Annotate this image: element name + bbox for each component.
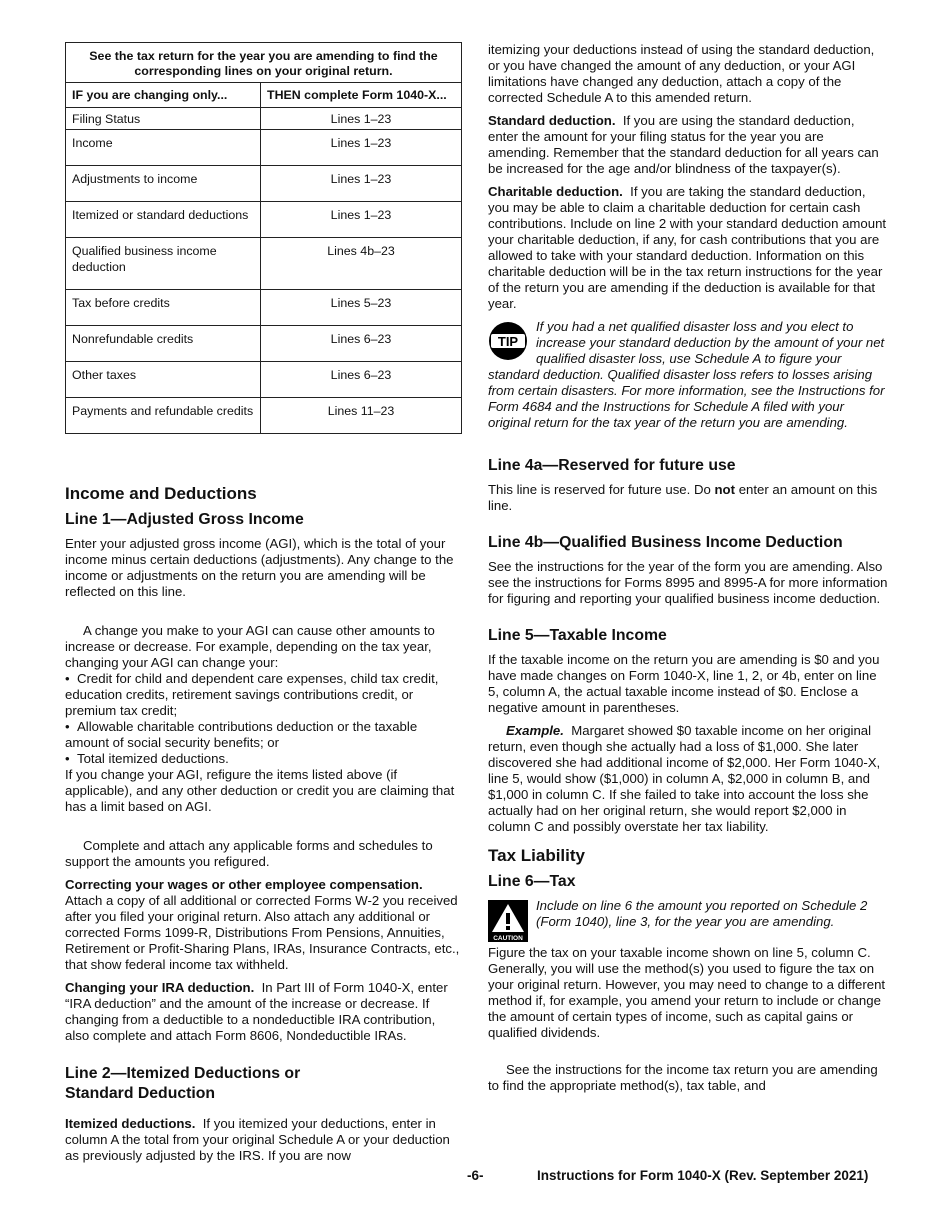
caution-label: CAUTION [493,935,523,942]
paragraph: If you change your AGI, refigure the items listed above (if applicable), and any other deduction or credit you are claiming that has a limit based on AGI. [65,767,455,814]
table-cell-lines: Lines 1–23 [261,130,462,166]
caution-icon [488,900,528,942]
table-row [66,362,462,398]
table-cell-lines: Lines 5–23 [261,290,462,326]
heading-line6: Line 6—Tax [488,873,576,890]
heading-line1: Line 1—Adjusted Gross Income [65,511,304,528]
table-row [66,202,462,238]
table-cell-item: Tax before credits [66,290,261,326]
table-cell-lines: Lines 1–23 [261,108,462,130]
table-row [66,130,462,166]
table-header-if: IF you are changing only... [66,83,261,108]
heading-line2-part2: Standard Deduction [65,1085,216,1102]
run-in-head: Example. [506,723,564,738]
run-in-head: Standard deduction. [488,113,616,128]
table-cell-item: Income [66,130,261,166]
table-caption: See the tax return for the year you are amending to find the corresponding lines on your original return. [66,43,462,83]
paragraph: Enter your adjusted gross income (AGI), which is the total of your income minus certain deductions (adjustments). Any change to the income or adjustments on the return you are amending will be reflected on this line. [65,536,454,599]
heading-line4b: Line 4b—Qualified Business Income Deduction [488,534,843,551]
text-run: This line is reserved for future use. Do [488,482,711,497]
table-row [66,166,462,202]
paragraph-wages [65,877,462,973]
run-in-head: Charitable deduction. [488,184,623,199]
paragraph: A change you make to your AGI can cause other amounts to increase or decrease. For example, depending on the tax year, changing your AGI can change your: [65,623,435,670]
table-cell-item: Qualified business income deduction [66,238,261,290]
caution-note [488,898,888,942]
paragraph-itemized [65,1116,462,1164]
table-row [66,238,462,290]
table-row [66,326,462,362]
table-row [66,398,462,434]
paragraph-body: If you are taking the standard deduction, you may be able to claim a charitable deduction for certain cash contributions. Include on line 2 with your standard deduction amount your charitable deduction, if any, for cash contributions that you are allowed to take with your standard deduction. Information on this charitable deduction will be in the tax return instructions for the year of the return you are amending if the deduction is available for that year. [488,184,887,311]
page-number: -6- [467,1168,484,1183]
paragraph-charitable [488,184,888,312]
table-header-then: THEN complete Form 1040-X... [261,83,462,108]
table-cell-item: Itemized or standard deductions [66,202,261,238]
list-item-text: Allowable charitable contributions deduction or the taxable amount of social security benefits; or [65,719,418,750]
table-cell-lines: Lines 6–23 [261,326,462,362]
right-column [488,42,888,1101]
paragraph-body: If you itemized your deductions, enter in column A the total from your original Schedule A or your deduction as previously adjusted by the IRS. If you are now [65,1116,450,1163]
footer-title: Instructions for Form 1040-X (Rev. September 2021) [537,1168,869,1183]
tip-label: TIP [497,334,519,349]
run-in-head: Itemized deductions. [65,1116,196,1131]
tip-icon [488,321,528,361]
run-in-head: Changing your IRA deduction. [65,980,255,995]
paragraph-body: In Part III of Form 1040-X, enter “IRA deduction” and the amount of the increase or decrease. If changing from a deductible to a nondeductible IRA contribution, also complete and attach Form 8606, Nondeductible IRAs. [65,980,448,1043]
text-run-bold: not [714,482,736,497]
text-run: enter an amount on this line. [488,482,878,513]
left-column [65,42,462,1171]
paragraph: Figure the tax on your taxable income shown on line 5, column C. Generally, you will use the method(s) you used to figure the tax on your original return. However, you may need to change to a different method if, for example, you amend your return to include or change the amount of certain types of income, such as capital gains or qualified dividends. [488,945,886,1040]
paragraph: itemizing your deductions instead of using the standard deduction, or you have changed the amount of any deduction, or your AGI limitations have changed any deduction, attach a copy of the corrected Schedule A to this amended return. [488,42,875,105]
paragraph: See the instructions for the year of the form you are amending. Also see the instructions for Forms 8995 and 8995-A for more information for figuring and reporting your qualified business income deduction. [488,559,888,606]
table-cell-lines: Lines 11–23 [261,398,462,434]
heading-line2 [65,1064,462,1104]
paragraph-line4a [488,482,888,514]
list-item-text: Total itemized deductions. [77,751,229,766]
table-cell-item: Other taxes [66,362,261,398]
paragraph-example [488,723,888,835]
table-cell-item: Nonrefundable credits [66,326,261,362]
table-row [66,290,462,326]
list-item: • Total itemized deductions. [65,751,229,766]
list-item-text: Credit for child and dependent care expenses, child tax credit, education credits, retirement savings contributions credit, or premium tax credit; [65,671,439,718]
paragraph-body: Margaret showed $0 taxable income on her original return, even though she actually had a loss of $1,000. She later discovered she had additional income of $2,000. Her Form 1040-X, line 5, would show ($1,000) in column A, $2,000 in column B, and $1,000 in column C. If she failed to take into account the loss she actually had on her original return, she would report $2,000 in column C and possibly overstate her tax liability. [488,723,881,834]
heading-line5: Line 5—Taxable Income [488,627,667,644]
paragraph-standard [488,113,888,177]
paragraph: If the taxable income on the return you are amending is $0 and you have made changes on Form 1040-X, line 1, 2, or 4b, enter on line 5, column A, the actual taxable income instead of $0. Enclose a negative amount in parentheses. [488,652,880,715]
tip-note [488,319,888,431]
table-row [66,108,462,130]
run-in-head: Correcting your wages or other employee compensation. [65,877,423,892]
table-cell-item: Adjustments to income [66,166,261,202]
heading-tax-liability: Tax Liability [488,846,585,865]
table-cell-item: Payments and refundable credits [66,398,261,434]
paragraph-body: Attach a copy of all additional or corrected Forms W-2 you received after you filed your original return. Also attach any additional or corrected Forms 1099-R, Distributions From Pensions, Annuities, Retirement or Profit-Sharing Plans, IRAs, Insurance Contracts, etc., that show federal income tax withheld. [65,893,460,972]
list-item: • Credit for child and dependent care expenses, child tax credit, education credits, retirement savings contributions credit, or premium tax credit; [65,671,439,718]
paragraph: See the instructions for the income tax return you are amending to find the appropriate method(s), tax table, and [488,1062,878,1093]
table-cell-item: Filing Status [66,108,261,130]
paragraph-ira [65,980,462,1044]
heading-income-deductions: Income and Deductions [65,484,257,503]
paragraph-body: If you are using the standard deduction, enter the amount for your filing status for the year you are amending. Remember that the standard deduction for all years can be increased for the age and/or blindness of the taxpayer(s). [488,113,879,176]
tip-text: If you had a net qualified disaster loss and you elect to increase your standard deduction by the amount of your net qualified disaster loss, use Schedule A to figure your standard deduction. Qualified disaster loss refers to losses arising from certain disasters. For more information, see the Instructions for Form 4684 and the Instructions for Schedule A filed with your original return for the tax year of the return you are amending. [488,319,885,430]
table-cell-lines: Lines 6–23 [261,362,462,398]
table-cell-lines: Lines 1–23 [261,202,462,238]
table-cell-lines: Lines 4b–23 [261,238,462,290]
heading-line2-part1: Line 2—Itemized Deductions or [65,1065,301,1082]
table-cell-lines: Lines 1–23 [261,166,462,202]
list-item: • Allowable charitable contributions deduction or the taxable amount of social security benefits; or [65,719,418,750]
caution-text: Include on line 6 the amount you reported on Schedule 2 (Form 1040), line 3, for the year you are amending. [536,898,868,929]
heading-line4a: Line 4a—Reserved for future use [488,457,736,474]
paragraph: Complete and attach any applicable forms and schedules to support the amounts you refigured. [65,838,433,869]
reference-table [65,42,462,434]
